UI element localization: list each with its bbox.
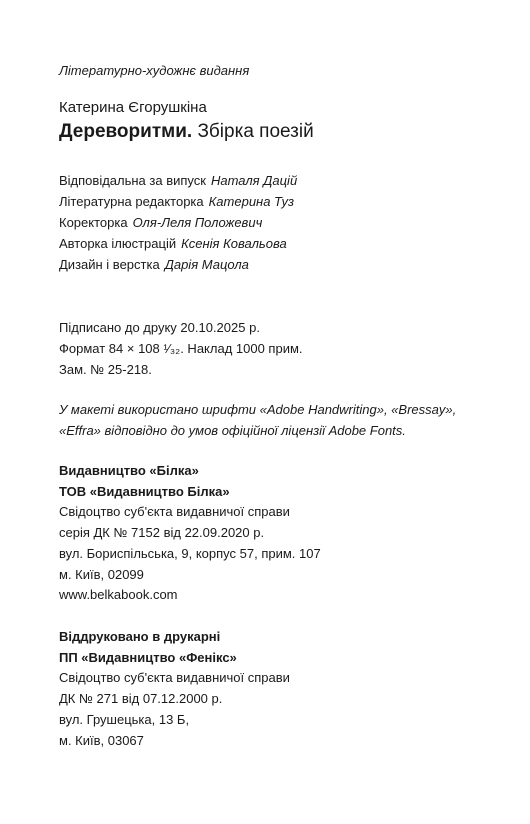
book-title-sub: Збірка поезій: [197, 121, 314, 142]
credit-name: Дарія Мацола: [164, 257, 249, 272]
credit-name: Катерина Туз: [208, 194, 295, 209]
print-format: Формат 84 × 108 ¹⁄₃₂. Наклад 1000 прим.: [59, 341, 303, 356]
publisher-website: www.belkabook.com: [59, 587, 178, 603]
credit-name: Ксенія Ковальова: [181, 236, 287, 251]
order-number: Зам. № 25-218.: [59, 362, 152, 377]
credit-role: Відповідальна за випуск: [59, 173, 206, 188]
book-title-main: Дереворитми.: [59, 121, 193, 142]
credit-line: [59, 254, 297, 275]
credit-line: [59, 233, 297, 254]
publisher-city: м. Київ, 02099: [59, 566, 144, 582]
printer-company: ПП «Видавництво «Фенікс»: [59, 649, 237, 665]
book-title: [59, 121, 314, 143]
printer-city: м. Київ, 03067: [59, 732, 144, 748]
publisher-address: вул. Бориспільська, 9, корпус 57, прим. 107: [59, 545, 321, 561]
printer-heading: Віддруковано в друкарні: [59, 629, 221, 644]
credit-line: [59, 170, 297, 191]
publisher-info: [59, 461, 321, 606]
credit-role: Літературна редакторка: [59, 194, 204, 209]
credit-name: Оля-Леля Положевич: [132, 215, 263, 230]
publisher-line: серія ДК № 7152 від 22.09.2020 р.: [59, 525, 265, 541]
fonts-license-note: [59, 399, 456, 441]
credit-line: [59, 191, 297, 212]
print-date: Підписано до друку 20.10.2025 р.: [59, 320, 260, 335]
printer-address: вул. Грушецька, 13 Б,: [59, 711, 190, 727]
printer-line: ДК № 271 від 07.12.2000 р.: [59, 691, 223, 707]
credit-role: Дизайн і верстка: [59, 257, 160, 272]
publisher-line: Свідоцтво суб'єкта видавничої справи: [59, 504, 290, 520]
fonts-note-line: «Effra» відповідно до умов офіційної ліцензії Adobe Fonts.: [59, 423, 406, 438]
fonts-note-line: У макеті використано шрифти «Adobe Handwriting», «Bressay»,: [59, 402, 457, 417]
publisher-company: ТОВ «Видавництво Білка»: [59, 483, 230, 499]
credit-role: Авторка ілюстрацій: [59, 236, 177, 251]
printer-line: Свідоцтво суб'єкта видавничої справи: [59, 670, 290, 686]
print-info: [59, 317, 303, 380]
credits-list: [59, 170, 297, 275]
credit-name: Наталя Дацій: [210, 173, 298, 188]
credit-role: Коректорка: [59, 215, 128, 230]
author-name: Катерина Єгорушкіна: [59, 99, 207, 116]
edition-type: Літературно-художнє видання: [59, 63, 250, 78]
printer-info: [59, 627, 290, 751]
credit-line: [59, 212, 297, 233]
publisher-name: Видавництво «Білка»: [59, 463, 199, 478]
